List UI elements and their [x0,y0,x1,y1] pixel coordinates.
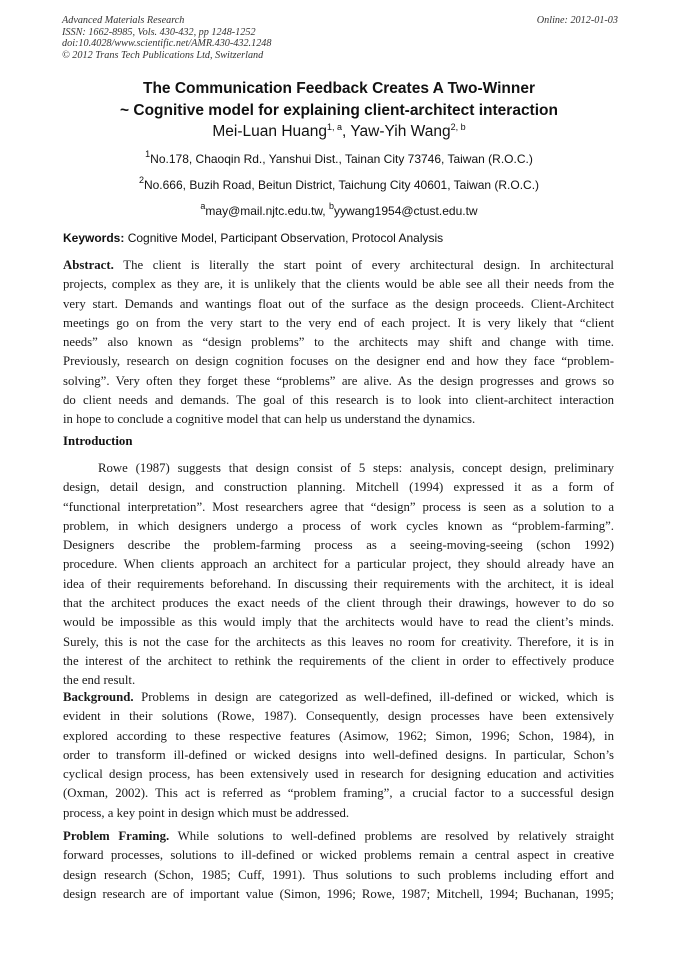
text-line: process, a key point in design which must be addressed. [63,805,350,820]
email-text: may@mail.njtc.edu.tw, [205,204,329,218]
affiliation-superscript: 1 [145,149,151,159]
text-line: design research (Schon, 1985; Cuff, 1991). Thus solutions to such problems including effort and [63,867,614,882]
text-line: in hope to conclude a cognitive model that can help us understand the dynamics. [63,412,476,427]
text-line: meetings go on from the very start to the very end of each project. It is very likely that “client [63,315,614,330]
author-name: Mei-Luan Huang [212,123,327,140]
text-line: explored according to these respective features (Asimow, 1962; Simon, 1996; Schon, 1984), in [63,728,614,743]
affiliation-text: No.666, Buzih Road, Beitun District, Taichung City 40601, Taiwan (R.O.C.) [143,178,540,192]
copyright-line: © 2012 Trans Tech Publications Ltd, Switzerland [62,49,264,61]
background-paragraph [63,688,614,823]
text-line: design, detail design, and construction planning. Mitchell (1994) expressed it as a form of [63,480,614,495]
email-line [60,201,618,219]
doi-line: doi:10.4028/www.scientific.net/AMR.430-432.1248 [62,38,272,50]
author-name: Yaw-Yih Wang [350,123,451,140]
problem-framing-label: Problem Framing. [63,829,170,843]
text-line: “functional interpretation”. Most researchers agree that “design” process is seen as a solution to a [63,499,614,514]
text-line: evident in their solutions (Rowe, 1987). Consequently, design processes have been extensively [63,709,614,724]
author-superscript: 1, a [327,122,343,132]
journal-header [62,15,618,61]
text-line: Rowe (1987) suggests that design consist of 5 steps: analysis, concept design, preliminary [98,461,614,475]
journal-name: Advanced Materials Research [62,15,185,26]
text-line: do client needs and demands. The goal of this research is to look into client-architect interaction [63,393,614,408]
email-text: yywang1954@ctust.edu.tw [333,204,478,218]
text-line: design research are of important value (Simon, 1996; Rowe, 1987; Mitchell, 1994; Buchanan, 1995; [63,886,614,901]
text-line: idea of their requirements beforehand. In discussing their requirements with the architect, it is ideal [63,576,614,591]
abstract-label: Abstract. [63,258,114,272]
text-line: solving”. Very often they forget these “problems” are alive. As the design progresses and grows so [63,373,614,388]
text-line: problem, in which designers undergo a process of work cycles known as “problem-farming”. [63,518,614,533]
introduction-heading: Introduction [63,434,133,448]
text-line: projects, complex as they are, it is unlikely that the clients would be able see all their needs from the [63,277,614,292]
text-line: order to transform ill-defined or wicked designs into well-defined designs. In particular, Schon’s [63,747,614,762]
issn-line: ISSN: 1662-8985, Vols. 430-432, pp 1248-1252 [62,26,256,38]
text-line: the end result. [63,673,136,688]
text-line: very start. Demands and wantings float out of the surface as the design proceeds. Client-Architect [63,296,614,311]
email-superscript: b [328,201,334,211]
text-line: Problem Framing. While solutions to well-defined problems are resolved by relatively straight [63,829,614,843]
text-line: procedure. When clients approach an architect for a particular project, they should already have an [63,557,614,572]
text-line: the interest of the architect to rethink the requirements of the client in order to effectively produce [63,653,614,668]
author-superscript: 2, b [450,122,466,132]
keywords-line [63,231,618,246]
text-line: Previously, research on design cognition focuses on the designer end and how they face “problem- [63,354,614,369]
text-line: (Oxman, 2002). This act is referred as “problem framing”, a crucial factor to a successful design [63,786,614,801]
introduction-paragraph [63,459,614,691]
text-line: would be impossible as this would imply that the architects would have to read the client’s minds. [63,615,614,630]
abstract-paragraph [63,256,614,430]
affiliation-text: No.178, Chaoqin Rd., Yanshui Dist., Tainan City 73746, Taiwan (R.O.C.) [150,152,533,166]
keywords-text: Cognitive Model, Participant Observation, Protocol Analysis [124,231,444,245]
text-line: cyclical design process, has been extensively used in research for designing education and activities [63,767,614,782]
keywords-label: Keywords: [63,231,125,245]
problem-framing-paragraph [63,827,614,904]
email-superscript: a [200,201,206,211]
text-line: Surely, this is not the case for the architects as this leaves no room for creativity. Therefore, it is in [63,634,614,649]
author-line [60,122,618,142]
text-line: that the architect produces the exact needs of the client through their drawings, however to do so [63,596,614,611]
text-line: Background. Problems in design are categorized as well-defined, ill-defined or wicked, which is [63,690,614,704]
text-line: needs” also known as “design problems” to the architects may shift and change with time. [63,335,614,350]
text-line: forward processes, solutions to ill-defined or wicked problems remain a central aspect in creative [63,848,614,863]
text-line: Designers describe the problem-farming process as a seeing-moving-seeing (schon 1992) [63,538,614,553]
affiliation-superscript: 2 [138,175,144,185]
background-label: Background. [63,690,134,704]
affiliation-2 [60,175,618,193]
author-separator: , [342,123,351,140]
affiliation-1 [60,149,618,167]
paper-title-line-2: ~ Cognitive model for explaining client-architect interaction [120,102,558,119]
online-date: Online: 2012-01-03 [536,15,618,26]
paper-title-line-1: The Communication Feedback Creates A Two-Winner [142,80,535,97]
text-line: Abstract. The client is literally the start point of every architectural design. In architectural [63,258,614,272]
